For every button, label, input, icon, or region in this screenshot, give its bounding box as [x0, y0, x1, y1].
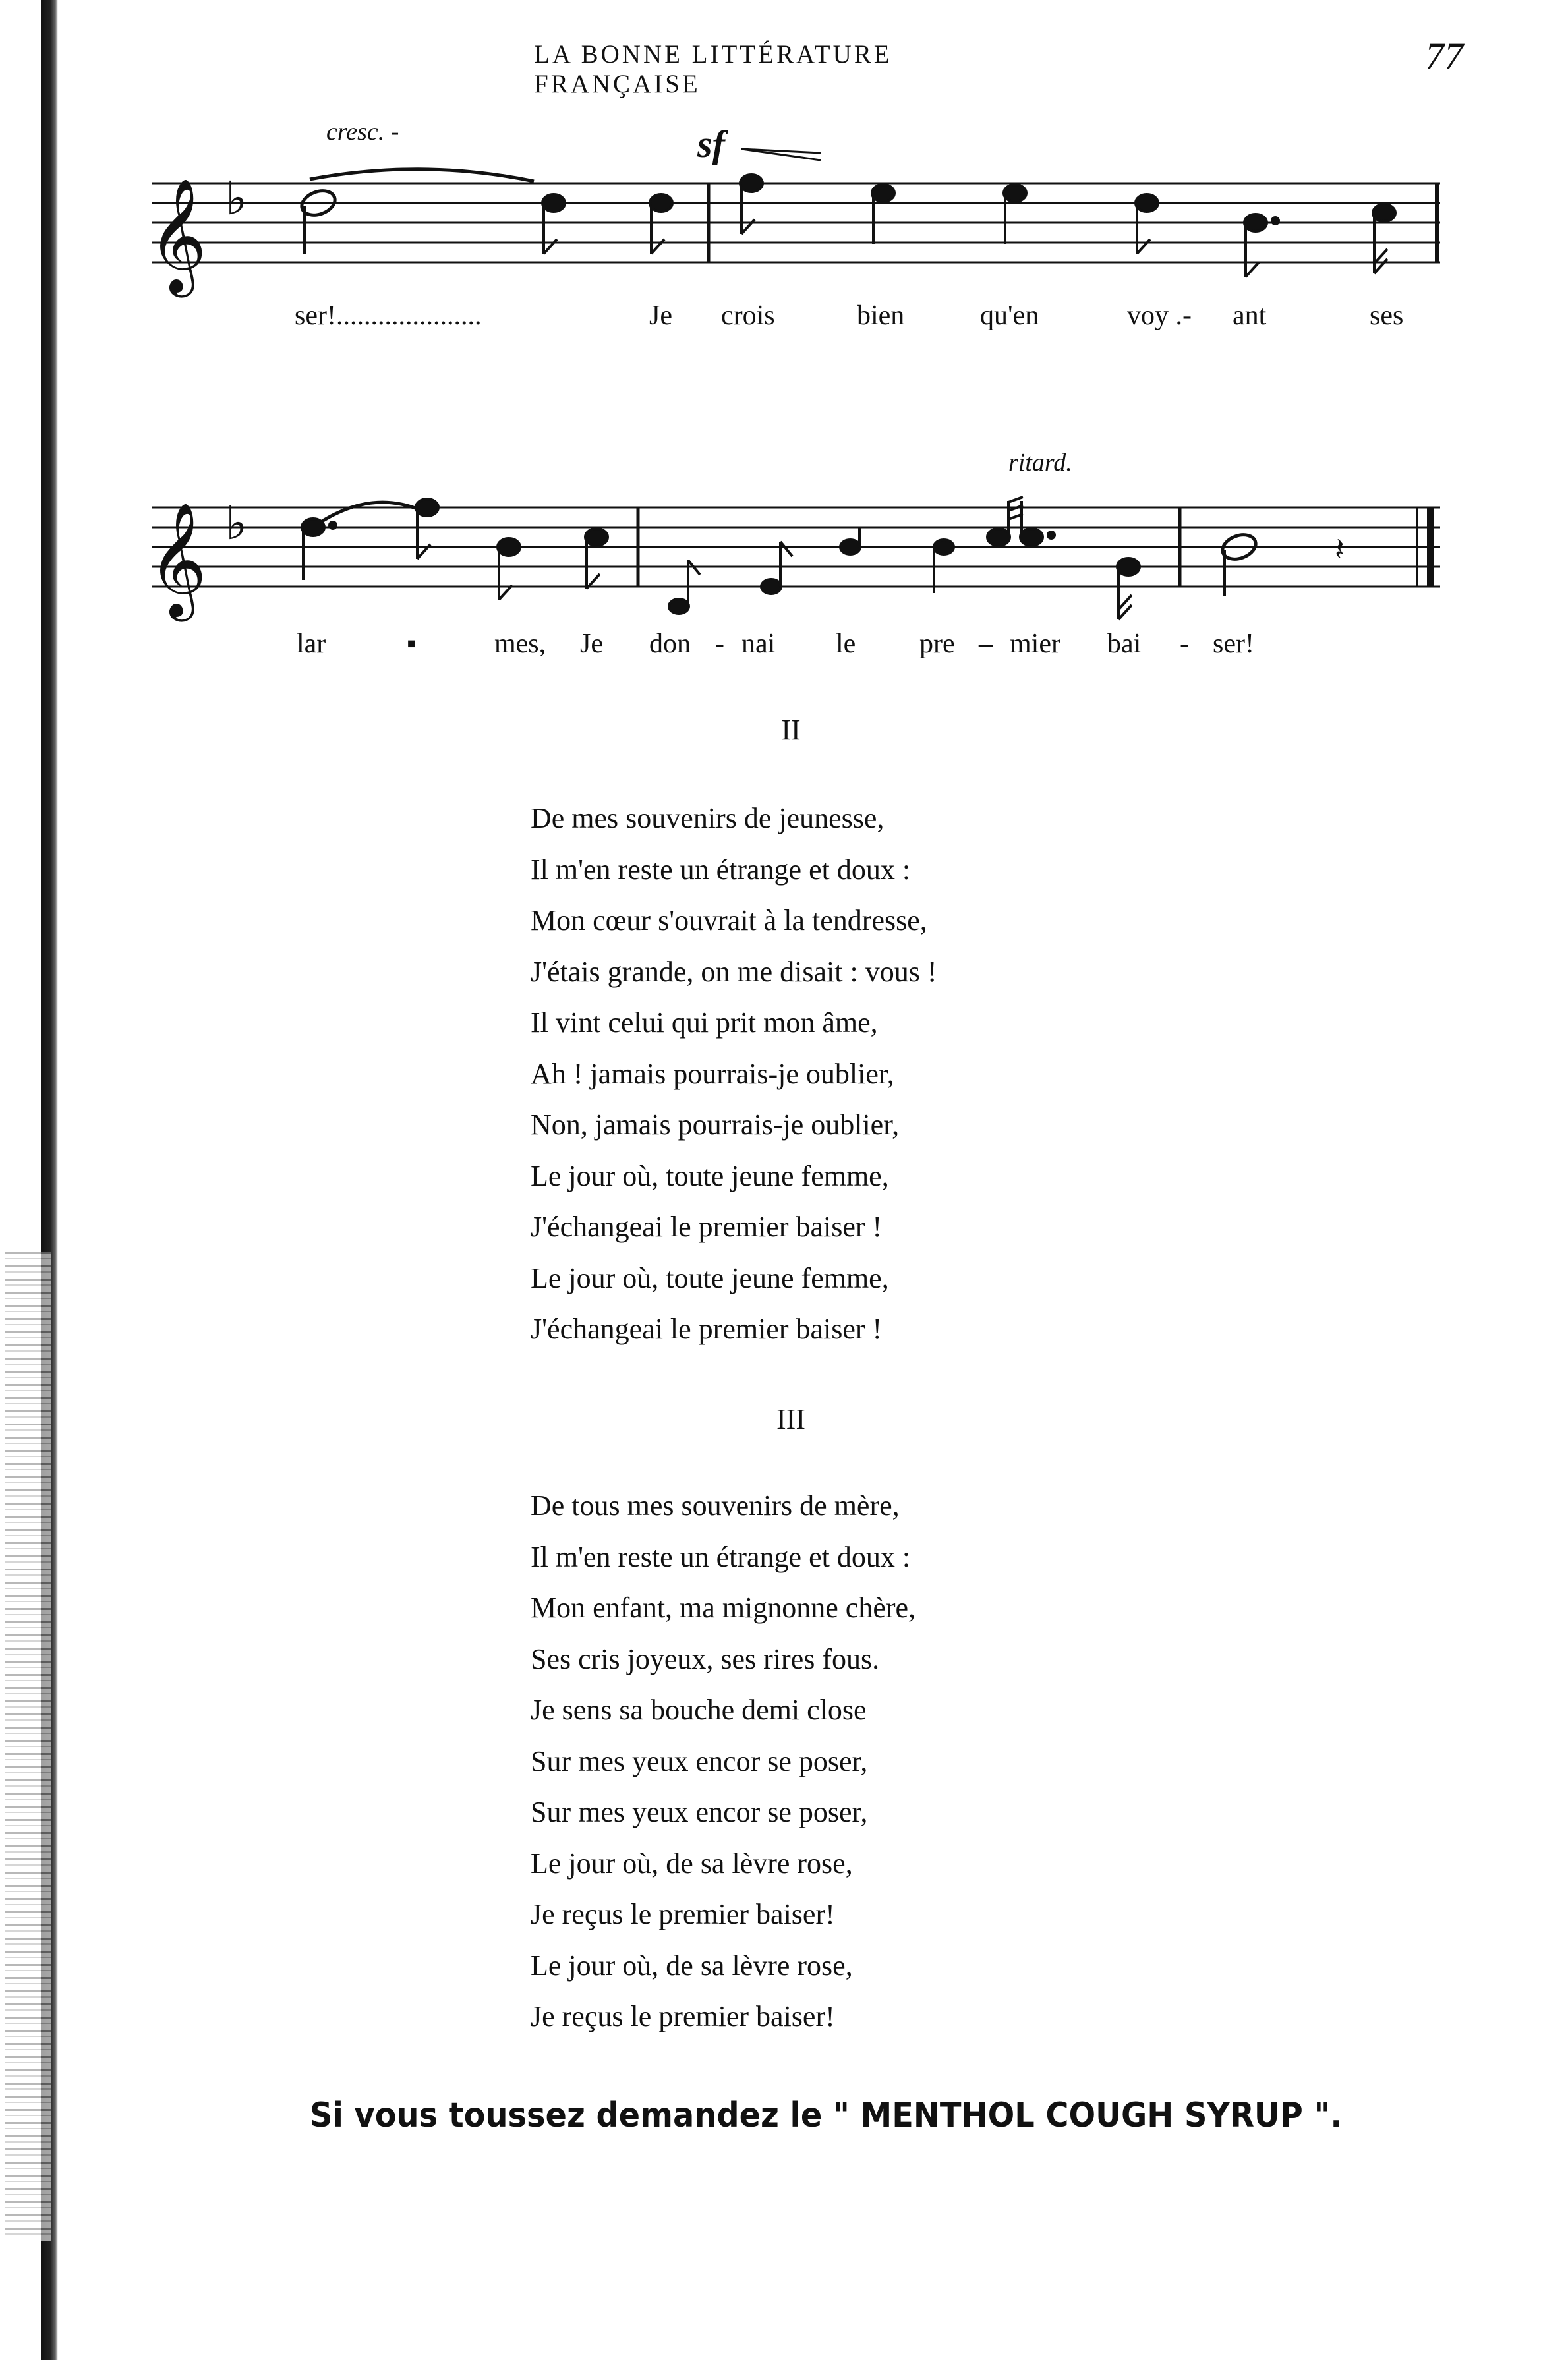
- verse-line: Ah ! jamais pourrais-je oublier,: [531, 1057, 894, 1090]
- slur: [310, 169, 534, 181]
- verse-line: Le jour où, de sa lèvre rose,: [531, 1847, 853, 1880]
- lyric-syllable: nai: [741, 629, 776, 659]
- sf-marking: sf: [697, 123, 725, 165]
- verse-line: Je reçus le premier baiser!: [531, 1898, 835, 1930]
- verse-line: Non, jamais pourrais-je oublier,: [531, 1108, 900, 1141]
- lyric-syllable: ser!: [1213, 629, 1254, 659]
- stanza-number: III: [776, 1403, 805, 1435]
- svg-text:♭: ♭: [225, 496, 248, 550]
- verse-line: Il m'en reste un étrange et doux :: [531, 1540, 911, 1573]
- svg-text:𝄞: 𝄞: [148, 502, 207, 617]
- verse-line: Le jour où, toute jeune femme,: [531, 1261, 889, 1294]
- verse-line: De tous mes souvenirs de mère,: [531, 1489, 900, 1522]
- verse-line: Je reçus le premier baiser!: [531, 2000, 835, 2032]
- lyric-syllable: –: [979, 629, 993, 659]
- ritard-marking: ritard.: [1008, 449, 1072, 476]
- verse-line: J'échangeai le premier baiser !: [531, 1211, 883, 1243]
- verse-line: Ses cris joyeux, ses rires fous.: [531, 1642, 880, 1675]
- lyric-syllable: mes,: [494, 629, 546, 659]
- lyric-syllable: lar: [297, 629, 326, 659]
- running-title: LA BONNE LITTÉRATURE FRANÇAISE: [534, 40, 892, 98]
- stanza-3: [531, 1480, 1124, 2042]
- advertisement: Si vous toussez demandez le " MENTHOL COUGH SYRUP ".: [310, 2096, 1343, 2135]
- page-number: 77: [1425, 35, 1463, 78]
- cresc-marking: cresc. -: [326, 118, 399, 146]
- svg-text:𝄞: 𝄞: [148, 178, 207, 293]
- lyric-syllable: ▪: [407, 629, 417, 659]
- lyric-syllable: -: [715, 629, 724, 659]
- lyric-syllable: Je: [580, 629, 603, 659]
- lyric-syllable: bai: [1107, 629, 1142, 659]
- lyric-syllable: pre: [919, 629, 955, 659]
- verse-line: Le jour où, de sa lèvre rose,: [531, 1949, 853, 1982]
- lyric-syllable: crois: [721, 301, 775, 331]
- lyric-syllable: ses: [1370, 301, 1404, 331]
- lyric-syllable: ser!.....................: [295, 301, 482, 331]
- verse-line: Il m'en reste un étrange et doux :: [531, 853, 911, 886]
- svg-text:𝄽: 𝄽: [1335, 531, 1345, 568]
- verse-line: Mon enfant, ma mignonne chère,: [531, 1592, 916, 1624]
- lyric-syllable: bien: [857, 301, 905, 331]
- lyric-syllable: le: [836, 629, 856, 659]
- verse-line: J'échangeai le premier baiser !: [531, 1313, 883, 1345]
- lyric-syllable: qu'en: [980, 301, 1039, 331]
- verse-line: De mes souvenirs de jeunesse,: [531, 802, 885, 834]
- verse-line: Mon cœur s'ouvrait à la tendresse,: [531, 904, 927, 936]
- decrescendo-hairpin: [741, 149, 821, 160]
- key-signature-flat-icon: [225, 171, 247, 225]
- lyric-syllable: -: [1180, 629, 1189, 659]
- verse-line: Sur mes yeux encor se poser,: [531, 1796, 868, 1828]
- quarter-rest-icon: [1335, 531, 1345, 568]
- music-score: [0, 0, 1568, 659]
- lyric-syllable: mier: [1010, 629, 1060, 659]
- staff-2: [152, 507, 1440, 587]
- verse-line: Il vint celui qui prit mon âme,: [531, 1006, 878, 1039]
- treble-clef-icon-2: [148, 502, 207, 622]
- treble-clef-icon: [148, 178, 207, 298]
- stanza-number: II: [781, 714, 801, 746]
- svg-text:♭: ♭: [225, 171, 248, 225]
- lyric-syllable: voy .-: [1127, 301, 1192, 331]
- lyric-syllable: Je: [649, 301, 672, 331]
- notes-system-2: [302, 497, 1259, 619]
- verse-line: Je sens sa bouche demi close: [531, 1694, 867, 1726]
- lyric-syllable: don: [649, 629, 691, 659]
- lyric-syllable: ant: [1233, 301, 1267, 331]
- verse-line: Sur mes yeux encor se poser,: [531, 1744, 868, 1777]
- verse-line: Le jour où, toute jeune femme,: [531, 1159, 889, 1192]
- stanza-2: [531, 793, 1124, 1355]
- verse-line: J'étais grande, on me disait : vous !: [531, 955, 937, 988]
- binding-speckle: [5, 1252, 51, 2241]
- key-signature-flat-icon-2: [225, 496, 247, 550]
